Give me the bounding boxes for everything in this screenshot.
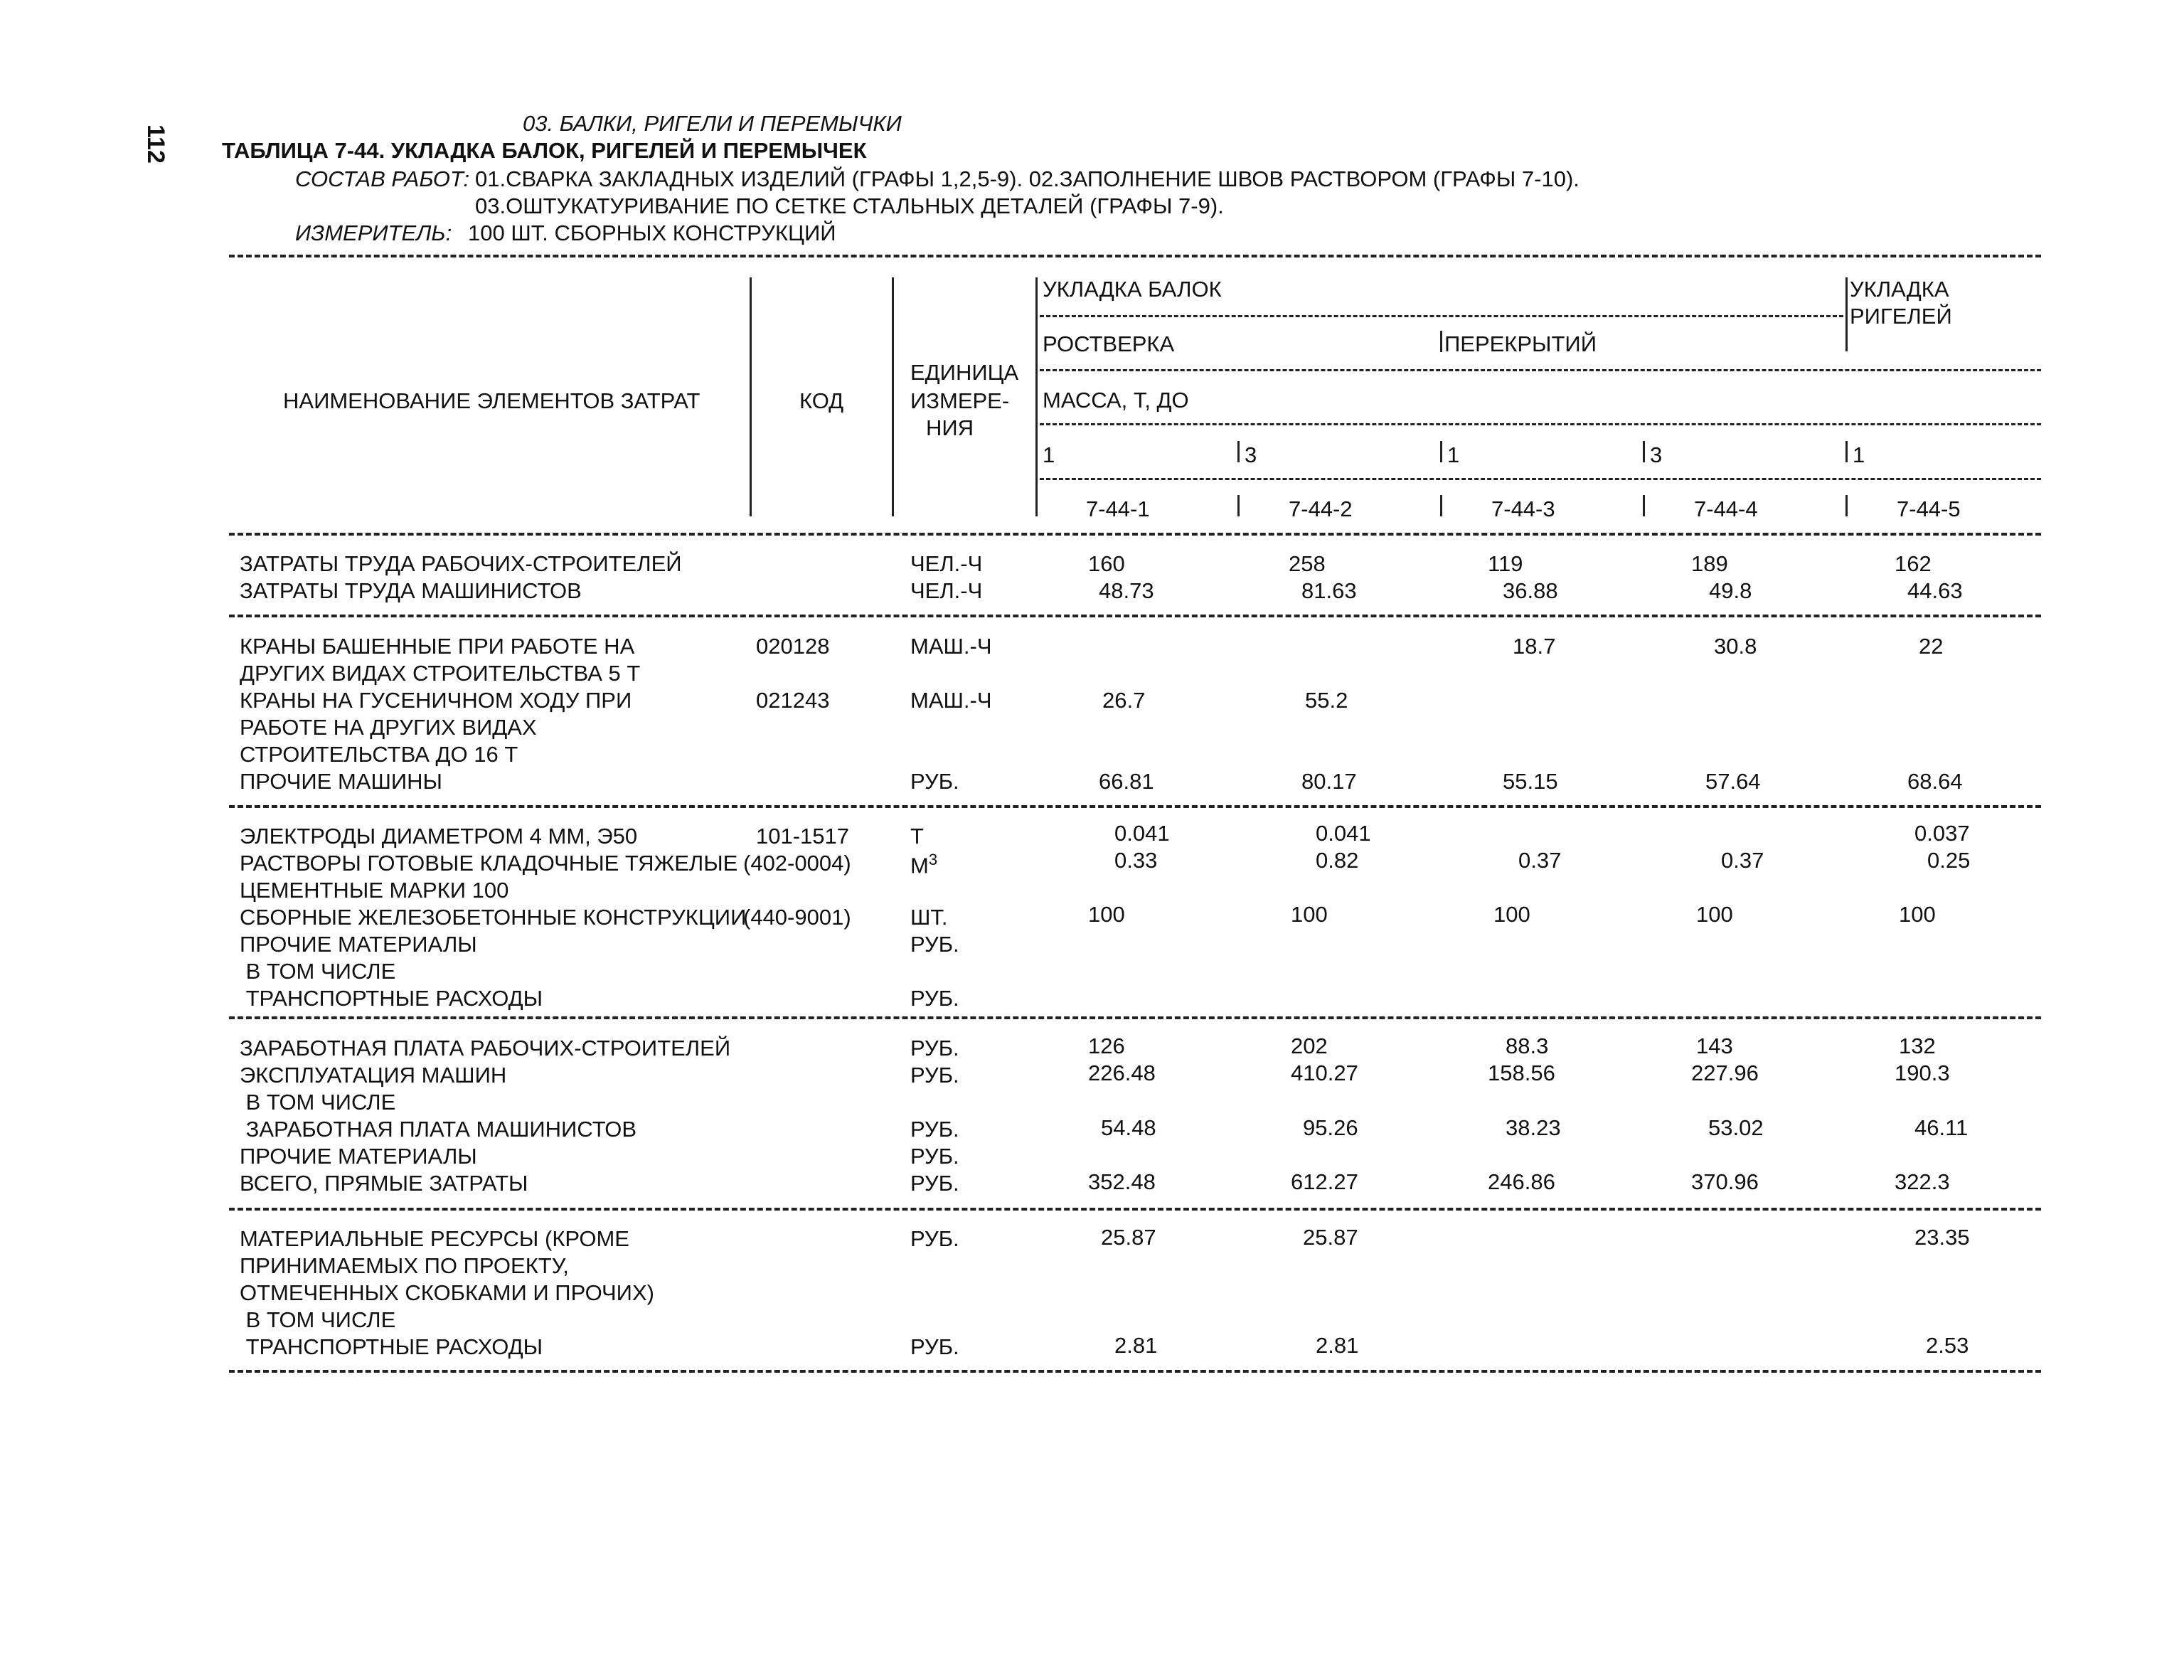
header-group-girders-1: УКЛАДКА	[1850, 277, 1949, 302]
table-row-1-value-1: 48.73	[1099, 578, 1154, 603]
table-row-16-value-3: 158.56	[1488, 1060, 1555, 1085]
table-row-24-name: В ТОМ ЧИСЛЕ	[240, 1307, 396, 1332]
header-name: НАИМЕНОВАНИЕ ЭЛЕМЕНТОВ ЗАТРАТ	[283, 388, 701, 413]
table-row-0-unit: ЧЕЛ.-Ч	[910, 551, 983, 576]
table-row-16-value-5: 190.3	[1895, 1060, 1950, 1085]
table-row-8-value-1: 0.041	[1114, 821, 1170, 846]
table-row-19-unit: РУБ.	[910, 1144, 959, 1169]
header-group-girders-2: РИГЕЛЕЙ	[1850, 304, 1952, 329]
table-row-7-unit: РУБ.	[910, 769, 959, 794]
table-row-15-value-4: 143	[1696, 1033, 1733, 1058]
table-row-1-value-4: 49.8	[1709, 578, 1752, 603]
header-divider-code-4	[1643, 495, 1645, 516]
header-divider-mass-3	[1440, 441, 1442, 462]
table-row-22-name: ПРИНИМАЕМЫХ ПО ПРОЕКТУ,	[240, 1253, 569, 1278]
header-code: КОД	[799, 388, 844, 413]
header-rule-1	[1040, 315, 1843, 317]
header-divider-values	[1035, 277, 1038, 516]
rule-section-1	[229, 615, 2041, 617]
table-row-1-value-3: 36.88	[1503, 578, 1558, 603]
table-row-21-unit: РУБ.	[910, 1226, 959, 1251]
header-mass-value: 1	[1853, 442, 1865, 467]
table-row-21-name: МАТЕРИАЛЬНЫЕ РЕСУРСЫ (КРОМЕ	[240, 1226, 629, 1251]
table-row-4-code: 021243	[756, 688, 830, 713]
table-row-0-value-4: 189	[1691, 551, 1728, 576]
table-row-3-name: ДРУГИХ ВИДАХ СТРОИТЕЛЬСТВА 5 Т	[240, 661, 641, 686]
rule-section-2	[229, 805, 2041, 808]
rule-top	[229, 255, 2041, 257]
table-row-12-name: ПРОЧИЕ МАТЕРИАЛЫ	[240, 932, 477, 957]
table-row-7-value-4: 57.64	[1705, 769, 1761, 794]
header-rule-4	[1040, 478, 2041, 480]
table-row-9-unit-text: М	[910, 853, 929, 878]
table-row-6-name: СТРОИТЕЛЬСТВА ДО 16 Т	[240, 742, 518, 767]
table-row-7-name: ПРОЧИЕ МАШИНЫ	[240, 769, 442, 794]
table-row-15-value-5: 132	[1899, 1033, 1936, 1058]
table-row-10-name: ЦЕМЕНТНЫЕ МАРКИ 100	[240, 878, 509, 903]
header-mass: МАССА, Т, ДО	[1043, 388, 1189, 413]
table-row-0-value-5: 162	[1895, 551, 1932, 576]
header-divider-code	[750, 277, 752, 516]
table-row-21-value-1: 25.87	[1101, 1225, 1156, 1250]
header-column-code: 7-44-3	[1491, 496, 1555, 521]
table-row-16-unit: РУБ.	[910, 1063, 959, 1088]
section-title: 03. БАЛКИ, РИГЕЛИ И ПЕРЕМЫЧКИ	[523, 111, 902, 136]
table-title: ТАБЛИЦА 7-44. УКЛАДКА БАЛОК, РИГЕЛЕЙ И ПЕРЕМЫЧЕК	[222, 138, 867, 163]
header-unit-1: ЕДИНИЦА	[910, 360, 1019, 385]
table-row-11-value-5: 100	[1899, 902, 1936, 927]
table-row-4-value-1: 26.7	[1102, 688, 1146, 713]
table-row-14-name: ТРАНСПОРТНЫЕ РАСХОДЫ	[240, 986, 543, 1011]
table-row-11-value-1: 100	[1088, 902, 1125, 927]
table-row-9-value-5: 0.25	[1927, 848, 1971, 873]
header-column-code: 7-44-1	[1086, 496, 1150, 521]
header-sub-floors: ПЕРЕКРЫТИЙ	[1444, 331, 1597, 356]
header-mass-value: 3	[1245, 442, 1257, 467]
table-row-2-value-4: 30.8	[1714, 634, 1757, 659]
rule-bottom	[229, 1370, 2041, 1373]
header-divider-code-5	[1845, 495, 1848, 516]
table-row-20-value-3: 246.86	[1488, 1169, 1555, 1194]
table-row-25-name: ТРАНСПОРТНЫЕ РАСХОДЫ	[240, 1334, 543, 1359]
table-row-7-value-5: 68.64	[1907, 769, 1963, 794]
table-row-8-name: ЭЛЕКТРОДЫ ДИАМЕТРОМ 4 ММ, Э50	[240, 824, 638, 849]
table-row-20-value-5: 322.3	[1895, 1169, 1950, 1194]
table-row-2-code: 020128	[756, 634, 830, 659]
measure-label: ИЗМЕРИТЕЛЬ:	[295, 220, 452, 245]
table-row-1-value-5: 44.63	[1907, 578, 1963, 603]
table-row-0-name: ЗАТРАТЫ ТРУДА РАБОЧИХ-СТРОИТЕЛЕЙ	[240, 551, 682, 576]
header-sub-grillage: РОСТВЕРКА	[1043, 331, 1175, 356]
header-mass-value: 1	[1043, 442, 1055, 467]
header-divider-mass-5	[1845, 441, 1848, 462]
table-row-19-name: ПРОЧИЕ МАТЕРИАЛЫ	[240, 1144, 477, 1169]
work-line-2: 03.ОШТУКАТУРИВАНИЕ ПО СЕТКЕ СТАЛЬНЫХ ДЕТАЛЕЙ (ГРАФЫ 7-9).	[475, 193, 1224, 218]
table-row-9-value-2: 0.82	[1316, 848, 1359, 873]
table-row-25-value-5: 2.53	[1926, 1333, 1969, 1358]
table-row-16-value-4: 227.96	[1691, 1060, 1759, 1085]
table-row-9-code: (402-0004)	[743, 851, 851, 876]
table-row-8-value-5: 0.037	[1914, 821, 1970, 846]
header-unit-3: НИЯ	[926, 415, 974, 440]
header-rule-2	[1040, 369, 2041, 371]
table-row-25-value-2: 2.81	[1316, 1333, 1359, 1358]
table-row-11-unit: ШТ.	[910, 905, 948, 930]
table-row-8-value-2: 0.041	[1316, 821, 1371, 846]
header-mass-value: 1	[1447, 442, 1460, 467]
table-row-5-name: РАБОТЕ НА ДРУГИХ ВИДАХ	[240, 715, 537, 740]
table-row-9-unit	[910, 852, 937, 876]
table-row-0-value-3: 119	[1488, 551, 1523, 576]
table-row-18-value-5: 46.11	[1914, 1115, 1969, 1140]
table-row-0-value-2: 258	[1289, 551, 1326, 576]
table-row-16-name: ЭКСПЛУАТАЦИЯ МАШИН	[240, 1063, 507, 1088]
header-group-beams: УКЛАДКА БАЛОК	[1043, 277, 1222, 302]
table-row-25-unit: РУБ.	[910, 1334, 959, 1359]
table-row-2-unit: МАШ.-Ч	[910, 634, 992, 659]
table-row-18-unit: РУБ.	[910, 1117, 959, 1142]
table-row-9-value-3: 0.37	[1518, 848, 1562, 873]
rule-section-4	[229, 1208, 2041, 1211]
table-row-2-name: КРАНЫ БАШЕННЫЕ ПРИ РАБОТЕ НА	[240, 634, 635, 659]
table-row-9-name: РАСТВОРЫ ГОТОВЫЕ КЛАДОЧНЫЕ ТЯЖЕЛЫЕ	[240, 851, 738, 876]
table-row-18-value-2: 95.26	[1303, 1115, 1358, 1140]
table-row-20-value-4: 370.96	[1691, 1169, 1759, 1194]
header-divider-girders	[1845, 277, 1848, 351]
table-row-4-value-2: 55.2	[1305, 688, 1348, 713]
table-row-8-unit: Т	[910, 824, 924, 849]
header-divider-code-3	[1440, 495, 1442, 516]
header-divider-mass-2	[1237, 441, 1240, 462]
table-row-17-name: В ТОМ ЧИСЛЕ	[240, 1090, 396, 1115]
table-row-20-value-2: 612.27	[1291, 1169, 1358, 1194]
header-unit-2: ИЗМЕРЕ-	[910, 388, 1010, 413]
table-row-13-name: В ТОМ ЧИСЛЕ	[240, 959, 396, 984]
table-row-20-value-1: 352.48	[1088, 1169, 1156, 1194]
header-mass-value: 3	[1650, 442, 1663, 467]
table-row-18-value-4: 53.02	[1708, 1115, 1764, 1140]
table-row-1-value-2: 81.63	[1301, 578, 1357, 603]
table-row-7-value-2: 80.17	[1301, 769, 1357, 794]
table-row-1-name: ЗАТРАТЫ ТРУДА МАШИНИСТОВ	[240, 578, 582, 603]
table-row-21-value-2: 25.87	[1303, 1225, 1358, 1250]
header-divider-unit	[892, 277, 894, 516]
header-column-code: 7-44-2	[1289, 496, 1353, 521]
header-rule-3	[1040, 423, 2041, 425]
table-row-11-code: (440-9001)	[743, 905, 851, 930]
table-row-16-value-1: 226.48	[1088, 1060, 1156, 1085]
table-row-18-value-1: 54.48	[1101, 1115, 1156, 1140]
table-row-14-unit: РУБ.	[910, 986, 959, 1011]
table-row-11-value-4: 100	[1696, 902, 1733, 927]
table-row-11-value-2: 100	[1291, 902, 1328, 927]
table-row-15-value-1: 126	[1088, 1033, 1125, 1058]
table-row-20-unit: РУБ.	[910, 1171, 959, 1196]
work-line-1: 01.СВАРКА ЗАКЛАДНЫХ ИЗДЕЛИЙ (ГРАФЫ 1,2,5-9). 02.ЗАПОЛНЕНИЕ ШВОВ РАСТВОРОМ (ГРАФЫ 7-10).	[475, 166, 1580, 191]
table-row-9-value-1: 0.33	[1114, 848, 1158, 873]
table-row-23-name: ОТМЕЧЕННЫХ СКОБКАМИ И ПРОЧИХ)	[240, 1280, 654, 1305]
table-row-11-name: СБОРНЫЕ ЖЕЛЕЗОБЕТОННЫЕ КОНСТРУКЦИИ	[240, 905, 747, 930]
table-row-7-value-3: 55.15	[1503, 769, 1558, 794]
rule-header-bottom	[229, 533, 2041, 536]
table-row-18-name: ЗАРАБОТНАЯ ПЛАТА МАШИНИСТОВ	[240, 1117, 637, 1142]
table-row-16-value-2: 410.27	[1291, 1060, 1358, 1085]
table-row-4-unit: МАШ.-Ч	[910, 688, 992, 713]
table-row-4-name: КРАНЫ НА ГУСЕНИЧНОМ ХОДУ ПРИ	[240, 688, 632, 713]
header-divider-floors	[1440, 331, 1442, 352]
table-row-20-name: ВСЕГО, ПРЯМЫЕ ЗАТРАТЫ	[240, 1171, 528, 1196]
table-row-8-code: 101-1517	[756, 824, 850, 849]
table-row-18-value-3: 38.23	[1506, 1115, 1561, 1140]
table-row-11-value-3: 100	[1493, 902, 1530, 927]
table-row-7-value-1: 66.81	[1099, 769, 1154, 794]
cubic-superscript: 3	[928, 851, 938, 868]
measure-value: 100 ШТ. СБОРНЫХ КОНСТРУКЦИЙ	[468, 220, 836, 245]
work-label: СОСТАВ РАБОТ:	[295, 166, 470, 191]
table-row-9-value-4: 0.37	[1721, 848, 1764, 873]
table-row-2-value-5: 22	[1919, 634, 1944, 659]
table-row-2-value-3: 18.7	[1513, 634, 1556, 659]
table-row-21-value-5: 23.35	[1914, 1225, 1970, 1250]
header-divider-code-2	[1237, 495, 1240, 516]
header-divider-mass-4	[1643, 441, 1645, 462]
table-row-15-name: ЗАРАБОТНАЯ ПЛАТА РАБОЧИХ-СТРОИТЕЛЕЙ	[240, 1036, 731, 1060]
table-row-12-unit: РУБ.	[910, 932, 959, 957]
table-row-1-unit: ЧЕЛ.-Ч	[910, 578, 983, 603]
page-number: 112	[142, 124, 169, 164]
table-row-15-unit: РУБ.	[910, 1036, 959, 1060]
table-row-25-value-1: 2.81	[1114, 1333, 1158, 1358]
table-row-15-value-2: 202	[1291, 1033, 1328, 1058]
header-column-code: 7-44-5	[1897, 496, 1961, 521]
header-column-code: 7-44-4	[1694, 496, 1758, 521]
table-row-0-value-1: 160	[1088, 551, 1125, 576]
table-row-15-value-3: 88.3	[1506, 1033, 1549, 1058]
rule-section-3	[229, 1016, 2041, 1019]
